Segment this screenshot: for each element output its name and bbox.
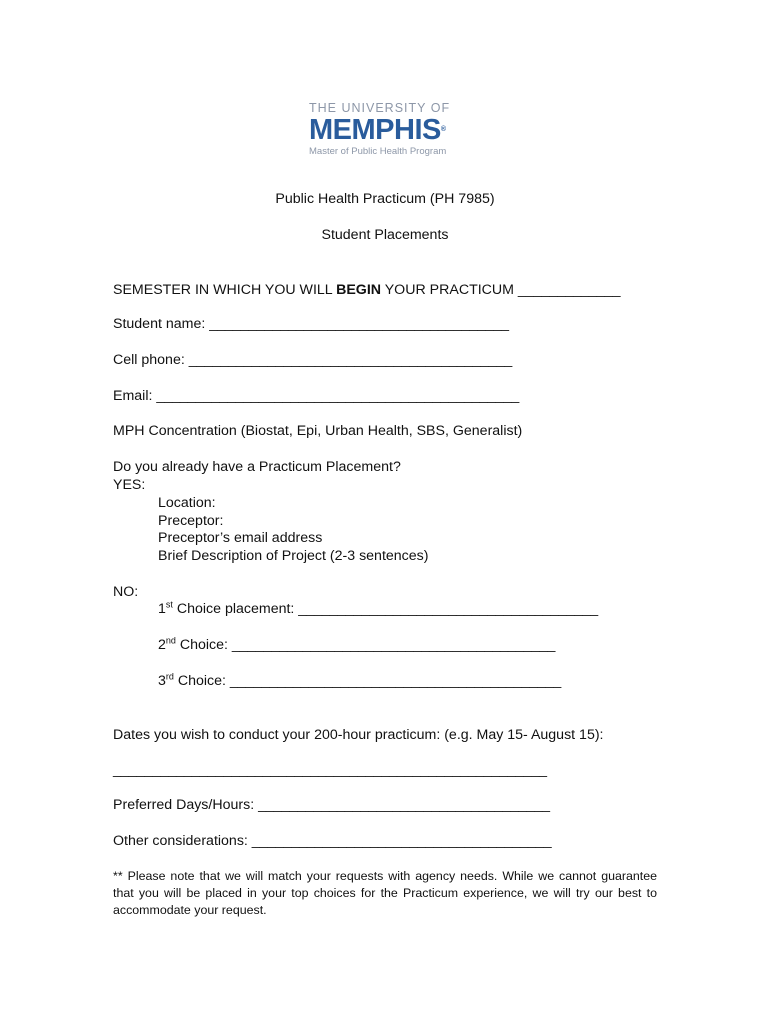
semester-suffix: YOUR PRACTICUM _____________ bbox=[381, 282, 621, 298]
first-choice-number: 1 bbox=[158, 601, 166, 617]
location-field[interactable]: Location: bbox=[158, 495, 216, 511]
project-description-field[interactable]: Brief Description of Project (2-3 sentences) bbox=[158, 548, 429, 564]
preceptor-email-field[interactable]: Preceptor’s email address bbox=[158, 530, 323, 546]
logo-wordmark-text: MEMPHIS bbox=[309, 114, 441, 146]
document-title: Public Health Practicum (PH 7985) bbox=[275, 191, 495, 207]
semester-bold: BEGIN bbox=[336, 282, 382, 298]
semester-prefix: SEMESTER IN WHICH YOU WILL bbox=[113, 282, 337, 298]
university-logo bbox=[309, 101, 469, 158]
footnote: ** Please note that we will match your requests with agency needs. While we cannot guarantee that you will be placed in your top choices for the Practicum experience, we will try our best to accommodate your request. bbox=[113, 869, 657, 917]
preceptor-field[interactable]: Preceptor: bbox=[158, 513, 224, 529]
second-choice-field[interactable] bbox=[158, 637, 555, 654]
third-choice-field[interactable] bbox=[158, 673, 561, 690]
email-field[interactable]: Email: ______________________________________________ bbox=[113, 388, 520, 404]
semester-field[interactable] bbox=[113, 282, 621, 299]
no-label: NO: bbox=[113, 584, 139, 600]
third-choice-number: 3 bbox=[158, 673, 166, 689]
third-choice-text: Choice: __________________________________________ bbox=[173, 673, 562, 689]
third-choice-ordinal: rd bbox=[165, 671, 174, 682]
concentration-field[interactable]: MPH Concentration (Biostat, Epi, Urban Health, SBS, Generalist) bbox=[113, 423, 523, 439]
cell-phone-field[interactable]: Cell phone: _________________________________________ bbox=[113, 352, 513, 368]
second-choice-text: Choice: _________________________________________ bbox=[175, 637, 556, 653]
logo-university-text: THE UNIVERSITY OF bbox=[309, 101, 451, 115]
dates-field[interactable]: _______________________________________________________ bbox=[113, 762, 547, 778]
first-choice-ordinal: st bbox=[165, 599, 173, 610]
first-choice-field[interactable] bbox=[158, 601, 598, 618]
dates-question: Dates you wish to conduct your 200-hour practicum: (e.g. May 15- August 15): bbox=[113, 727, 604, 743]
registered-mark: ® bbox=[440, 126, 446, 133]
placement-question: Do you already have a Practicum Placement? bbox=[113, 459, 401, 475]
document-subtitle: Student Placements bbox=[321, 227, 449, 243]
second-choice-number: 2 bbox=[158, 637, 166, 653]
yes-label: YES: bbox=[113, 477, 146, 493]
logo-wordmark bbox=[309, 115, 469, 145]
logo-program-text: Master of Public Health Program bbox=[309, 146, 447, 157]
second-choice-ordinal: nd bbox=[165, 635, 176, 646]
student-name-field[interactable]: Student name: ______________________________________ bbox=[113, 316, 510, 332]
other-considerations-field[interactable]: Other considerations: ______________________________________ bbox=[113, 833, 552, 849]
preferred-hours-field[interactable]: Preferred Days/Hours: _____________________________________ bbox=[113, 797, 551, 813]
first-choice-text: Choice placement: ______________________________________ bbox=[172, 601, 599, 617]
